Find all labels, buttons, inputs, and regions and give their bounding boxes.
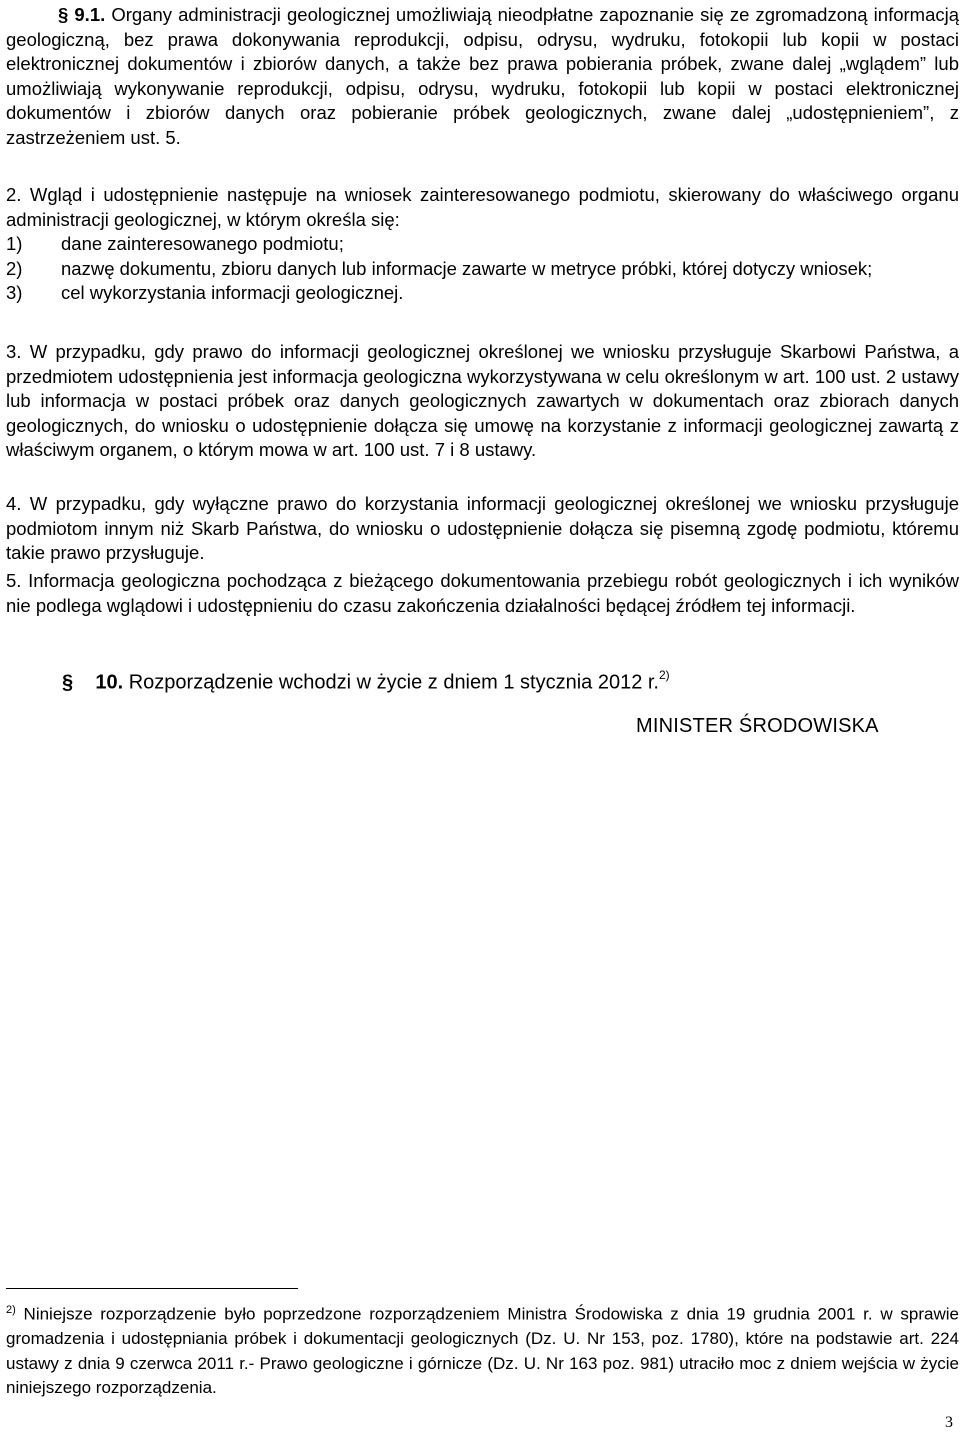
- footnote: [6, 1298, 959, 1401]
- list-item: [6, 232, 959, 257]
- section-10-text: Rozporządzenie wchodzi w życie z dniem 1 stycznia 2012 r.: [128, 671, 659, 694]
- section-sign: §: [62, 671, 74, 694]
- section-9-paragraph-1: [6, 3, 959, 151]
- section-9-paragraph-5: 5. Informacja geologiczna pochodząca z bieżącego dokumentowania przebiegu robót geologicznych i ich wyników nie podlega wglądowi i udostępnieniu do czasu zakończenia działalności będącej źródłem tej informacji.: [6, 570, 959, 616]
- list-item: [6, 257, 959, 282]
- section-9-paragraph-1-text: Organy administracji geologicznej umożliwiają nieodpłatne zapoznanie się ze zgromadzoną informacją geologiczną, bez prawa dokonywania reprodukcji, odpisu, odrysu, wydruku, fotokopii lub kopii w postaci elektronicznej dokumentów i zbiorów danych, a także bez prawa pobierania próbek, zwane dalej „wglądem” lub umożliwiają wykonywanie reprodukcji, odpisu, odrysu, wydruku, fotokopii lub kopii w postaci elektronicznej dokumentów i zbiorów danych oraz pobieranie próbek geologicznych, zwane dalej „udostępnieniem”, z zastrzeżeniem ust. 5.: [6, 4, 960, 148]
- signature-title: MINISTER ŚRODOWISKA: [636, 715, 879, 737]
- section-9-paragraph-3: 3. W przypadku, gdy prawo do informacji geologicznej określonej we wniosku przysługuje Skarbowi Państwa, a przedmiotem udostępnienia jest informacja geologiczna wykorzystywana w celu określonym w art. 100 ust. 2 ustawy lub informacja w postaci próbek oraz danych geologicznych zawartych w dokumentach oraz zbiorach danych geologicznych, do wniosku o udostępnienie dołącza się umowę na korzystanie z informacji geologicznej zawartą z właściwym organem, o którym mowa w art. 100 ust. 7 i 8 ustawy.: [6, 341, 959, 461]
- list-item-text: dane zainteresowanego podmiotu;: [61, 233, 344, 255]
- list-item: [6, 281, 959, 306]
- list-item-number: 1): [6, 233, 23, 255]
- section-sign: §: [58, 4, 69, 25]
- section-10-number: 10.: [95, 671, 124, 694]
- section-9-paragraph-2: [6, 183, 959, 306]
- list-item-text: cel wykorzystania informacji geologicznej.: [61, 282, 404, 304]
- section-10: [62, 670, 670, 695]
- list-item-number: 3): [6, 282, 23, 304]
- list-item-number: 2): [6, 257, 23, 279]
- footnote-text: Niniejsze rozporządzenie było poprzedzone rozporządzeniem Ministra Środowiska z dnia 19 grudnia 2001 r. w sprawie gromadzenia i udostępniania próbek i dokumentacji geologicznych (Dz. U. Nr 153, poz. 1780), które na podstawie art. 224 ustawy z dnia 9 czerwca 2011 r.- Prawo geologiczne i górnicze (Dz. U. Nr 163 poz. 981) utraciło moc z dniem wejścia w życie niniejszego rozporządzenia.: [6, 1304, 959, 1398]
- footnote-mark: 2): [6, 1304, 16, 1316]
- paragraph-2-intro: 2. Wgląd i udostępnienie następuje na wniosek zainteresowanego podmiotu, skierowany do właściwego organu administracji geologicznej, w którym określa się:: [6, 184, 959, 230]
- section-9-number: 9.1.: [74, 4, 106, 25]
- footnote-separator: [6, 1288, 298, 1289]
- section-9-paragraph-4: 4. W przypadku, gdy wyłączne prawo do korzystania informacji geologicznej określonej we wniosku przysługuje podmiotom innym niż Skarb Państwa, do wniosku o udostępnienie dołącza się pisemną zgodę podmiotu, któremu takie prawo przysługuje.: [6, 493, 959, 564]
- footnote-reference: 2): [659, 668, 670, 682]
- list-item-text: nazwę dokumentu, zbioru danych lub informacje zawarte w metryce próbki, której dotyczy wniosek;: [61, 257, 873, 279]
- page-number: 3: [945, 1414, 953, 1431]
